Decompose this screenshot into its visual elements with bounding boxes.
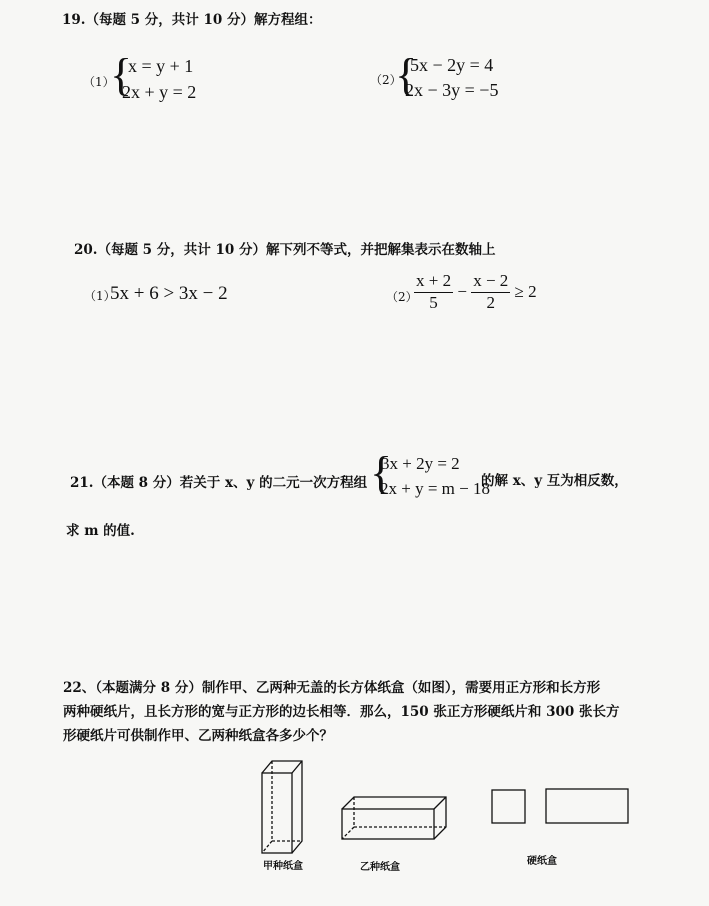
q19-part2-label: （2） — [370, 73, 402, 87]
rectangle-card-figure — [546, 789, 628, 823]
q21-brace: { — [370, 447, 393, 498]
q22-line2: 两种硬纸片，且长方形的宽与正方形的边长相等．那么，150 张正方形硬纸片和 300 张长方 — [63, 704, 620, 720]
caption-box-yi: 乙种纸盒 — [360, 862, 400, 873]
caption-card: 硬纸盒 — [527, 856, 557, 867]
q20-title: 20.（每题 5 分，共计 10 分）解下列不等式，并把解集表示在数轴上 — [74, 242, 496, 258]
q20-minus-sign: − — [457, 282, 467, 301]
box-jia-figure — [262, 761, 302, 853]
square-card-figure — [492, 790, 525, 823]
q20-fraction-2-denominator: 2 — [486, 293, 495, 312]
q19-part1-eq1: x = y + 1 — [128, 56, 194, 76]
q20-part2-label: （2） — [386, 290, 418, 304]
q20-fraction-1 — [414, 271, 453, 313]
q21-suffix: 的解 x、y 互为相反数， — [481, 473, 628, 489]
q20-part1-label: （1） — [84, 289, 116, 303]
q20-part2-inequality — [414, 271, 537, 313]
q21-eq1: 3x + 2y = 2 — [381, 454, 460, 473]
q19-part1-label: （1） — [83, 75, 115, 89]
q20-part1-inequality: 5x + 6 > 3x − 2 — [110, 283, 228, 304]
q19-part1-brace: { — [110, 49, 133, 100]
q19-part2-eq1: 5x − 2y = 4 — [410, 55, 494, 75]
q20-fraction-1-denominator: 5 — [429, 293, 438, 312]
q21-line2: 求 m 的值. — [66, 523, 135, 539]
box-figures — [250, 755, 650, 865]
q20-fraction-2 — [471, 271, 510, 313]
q20-tail: ≥ 2 — [514, 282, 537, 301]
q19-title: 19.（每题 5 分，共计 10 分）解方程组： — [62, 12, 322, 28]
caption-box-jia: 甲种纸盒 — [263, 861, 303, 872]
q20-fraction-2-numerator: x − 2 — [471, 271, 510, 293]
q21-eq2: 2x + y = m − 18 — [380, 479, 490, 498]
q22-line3: 形硬纸片可供制作甲、乙两种纸盒各多少个？ — [63, 728, 333, 744]
q19-part1-eq2: 2x + y = 2 — [122, 82, 197, 102]
q21-prefix: 21.（本题 8 分）若关于 x、y 的二元一次方程组 — [70, 475, 368, 491]
q19-part2-eq2: 2x − 3y = −5 — [405, 80, 499, 100]
q20-fraction-1-numerator: x + 2 — [414, 271, 453, 293]
q19-part2-brace: { — [395, 49, 418, 100]
q22-line1: 22、（本题满分 8 分）制作甲、乙两种无盖的长方体纸盒（如图），需要用正方形和长方形 — [63, 680, 601, 696]
box-yi-figure — [342, 797, 446, 839]
